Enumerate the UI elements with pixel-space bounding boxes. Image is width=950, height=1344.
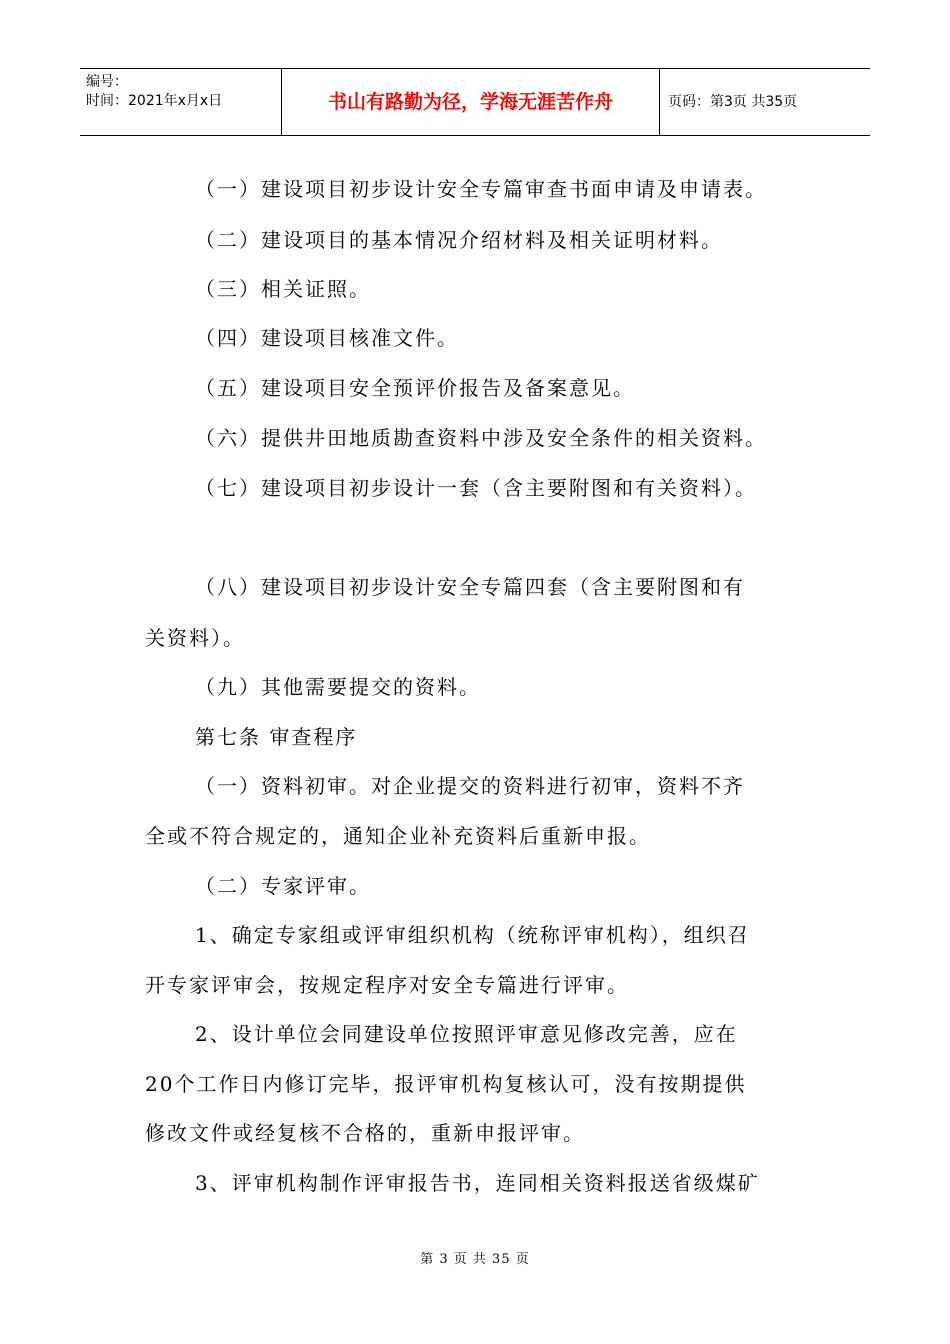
paragraph-line: 2、设计单位会同建设单位按照评审意见修改完善，应在 (195, 1022, 738, 1046)
section-heading: 第七条 审查程序 (195, 725, 358, 749)
page-footer: 第 3 页 共 35 页 (420, 1252, 530, 1267)
paragraph-line: 1、确定专家组或评审组织机构（统称评审机构），组织召 (195, 923, 750, 947)
header-motto: 书山有路勤为径，学海无涯苦作舟 (282, 69, 660, 135)
paragraph-line: 20个工作日内修订完毕，报评审机构复核认可，没有按期提供 (145, 1072, 747, 1096)
paragraph-line: 3、评审机构制作评审报告书，连同相关资料报送省级煤矿 (195, 1171, 760, 1195)
paragraph-line: 关资料）。 (145, 626, 245, 650)
paragraph-line: （七）建设项目初步设计一套（含主要附图和有关资料）。 (195, 476, 757, 500)
paragraph-line: （六）提供井田地质勘查资料中涉及安全条件的相关资料。 (195, 426, 767, 450)
header-meta (80, 69, 282, 135)
document-time: 时间：2021年x月x日 (86, 93, 223, 109)
page-header (80, 68, 870, 136)
paragraph-line: （二）专家评审。 (195, 874, 371, 898)
paragraph-line: 全或不符合规定的，通知企业补充资料后重新申报。 (145, 824, 651, 848)
document-number: 编号： (86, 74, 128, 90)
paragraph-line: （四）建设项目核准文件。 (195, 326, 459, 350)
paragraph-line: （八）建设项目初步设计安全专篇四套（含主要附图和有 (195, 575, 745, 599)
paragraph-line: （二）建设项目的基本情况介绍材料及相关证明材料。 (195, 228, 723, 252)
paragraph-line: 修改文件或经复核不合格的，重新申报评审。 (145, 1121, 585, 1145)
paragraph-line: （五）建设项目安全预评价报告及备案意见。 (195, 376, 635, 400)
paragraph-line: 开专家评审会，按规定程序对安全专篇进行评审。 (145, 973, 629, 997)
paragraph-line: （一）资料初审。对企业提交的资料进行初审，资料不齐 (195, 774, 745, 798)
paragraph-line: （九）其他需要提交的资料。 (195, 675, 481, 699)
header-page-info: 页码：第3页 共35页 (668, 94, 798, 110)
paragraph-line: （三）相关证照。 (195, 277, 371, 301)
paragraph-line: （一）建设项目初步设计安全专篇审查书面申请及申请表。 (195, 177, 767, 201)
